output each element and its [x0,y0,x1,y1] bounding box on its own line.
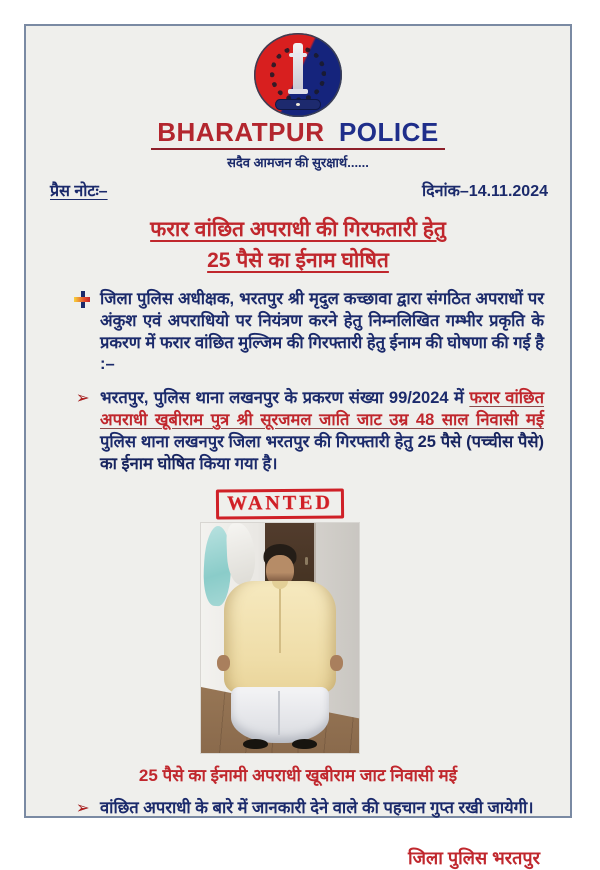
notice-heading-line1: फरार वांछित अपराधी की गिरफतारी हेतु [150,218,446,242]
press-note-page [24,24,572,869]
photo-caption: 25 पैसे का ईनामी अपराधी खूबीराम जाट निवासी मई [138,766,458,786]
intro-text: जिला पुलिस अधीक्षक, भरतपुर श्री मृदुल कच्छावा द्वारा संगठित अपराधों पर अंकुश एवं अपराधियो पर नियंत्रण करने हेतु निम्नलिखित गम्भीर प्रकृति के प्रकरण में फरार वांछित मुल्जिम की गिरफ्तारी हेतु ईनाम की घोषणा की गई है :– [100,290,544,374]
department-tagline: सदैव आमजन की सुरक्षार्थ...... [227,155,369,171]
suspect-photo [201,523,359,753]
notice-heading-line2: 25 पैसे का ईनाम घोषित [207,248,389,272]
department-title [26,119,570,150]
suspect-figure [220,523,340,753]
department-title-city: BHARATPUR [157,117,325,147]
case-text-5: किया गया है। [194,454,278,473]
ashoka-pillar-icon [293,43,303,91]
date-label: दिनांक–14.11.2024 [421,183,548,201]
case-text-reward-bold: 25 पैसे (पच्चीस पैसे) का ईनाम घोषित [100,432,544,473]
case-text-3: पुलिस थाना लखनपुर जिला भरतपुर की गिरफ्तारी हेतु [100,432,418,451]
emblem-banner [276,100,320,109]
intro-paragraph [78,289,544,376]
department-title-police: POLICE [338,117,439,147]
signature: जिला पुलिस भरतपुर [407,848,540,869]
case-paragraph [78,388,544,475]
confidentiality-text: वांछित अपराधी के बारे में जानकारी देने वाले की पहचान गुप्त रखी जायेगी। [100,799,534,818]
case-text-1: भरतपुर, पुलिस थाना लखनपुर के प्रकरण संख्या 99/2024 में [100,389,470,408]
case-text-accused-red: फरार वांछित अपराधी खूबीराम पुत्र श्री सूरजमल जाति जाट उम्र 48 साल निवासी मई [100,389,545,429]
wanted-stamp: WANTED [216,489,344,520]
notice-heading [26,215,570,276]
press-note-label: प्रैस नोटः– [50,183,108,201]
police-emblem-logo [254,33,342,117]
arrow-bullet-icon: ➢ [76,800,90,818]
confidentiality-paragraph [78,798,544,820]
arrow-bullet-icon: ➢ [76,390,90,408]
plus-bullet-icon [74,291,90,308]
